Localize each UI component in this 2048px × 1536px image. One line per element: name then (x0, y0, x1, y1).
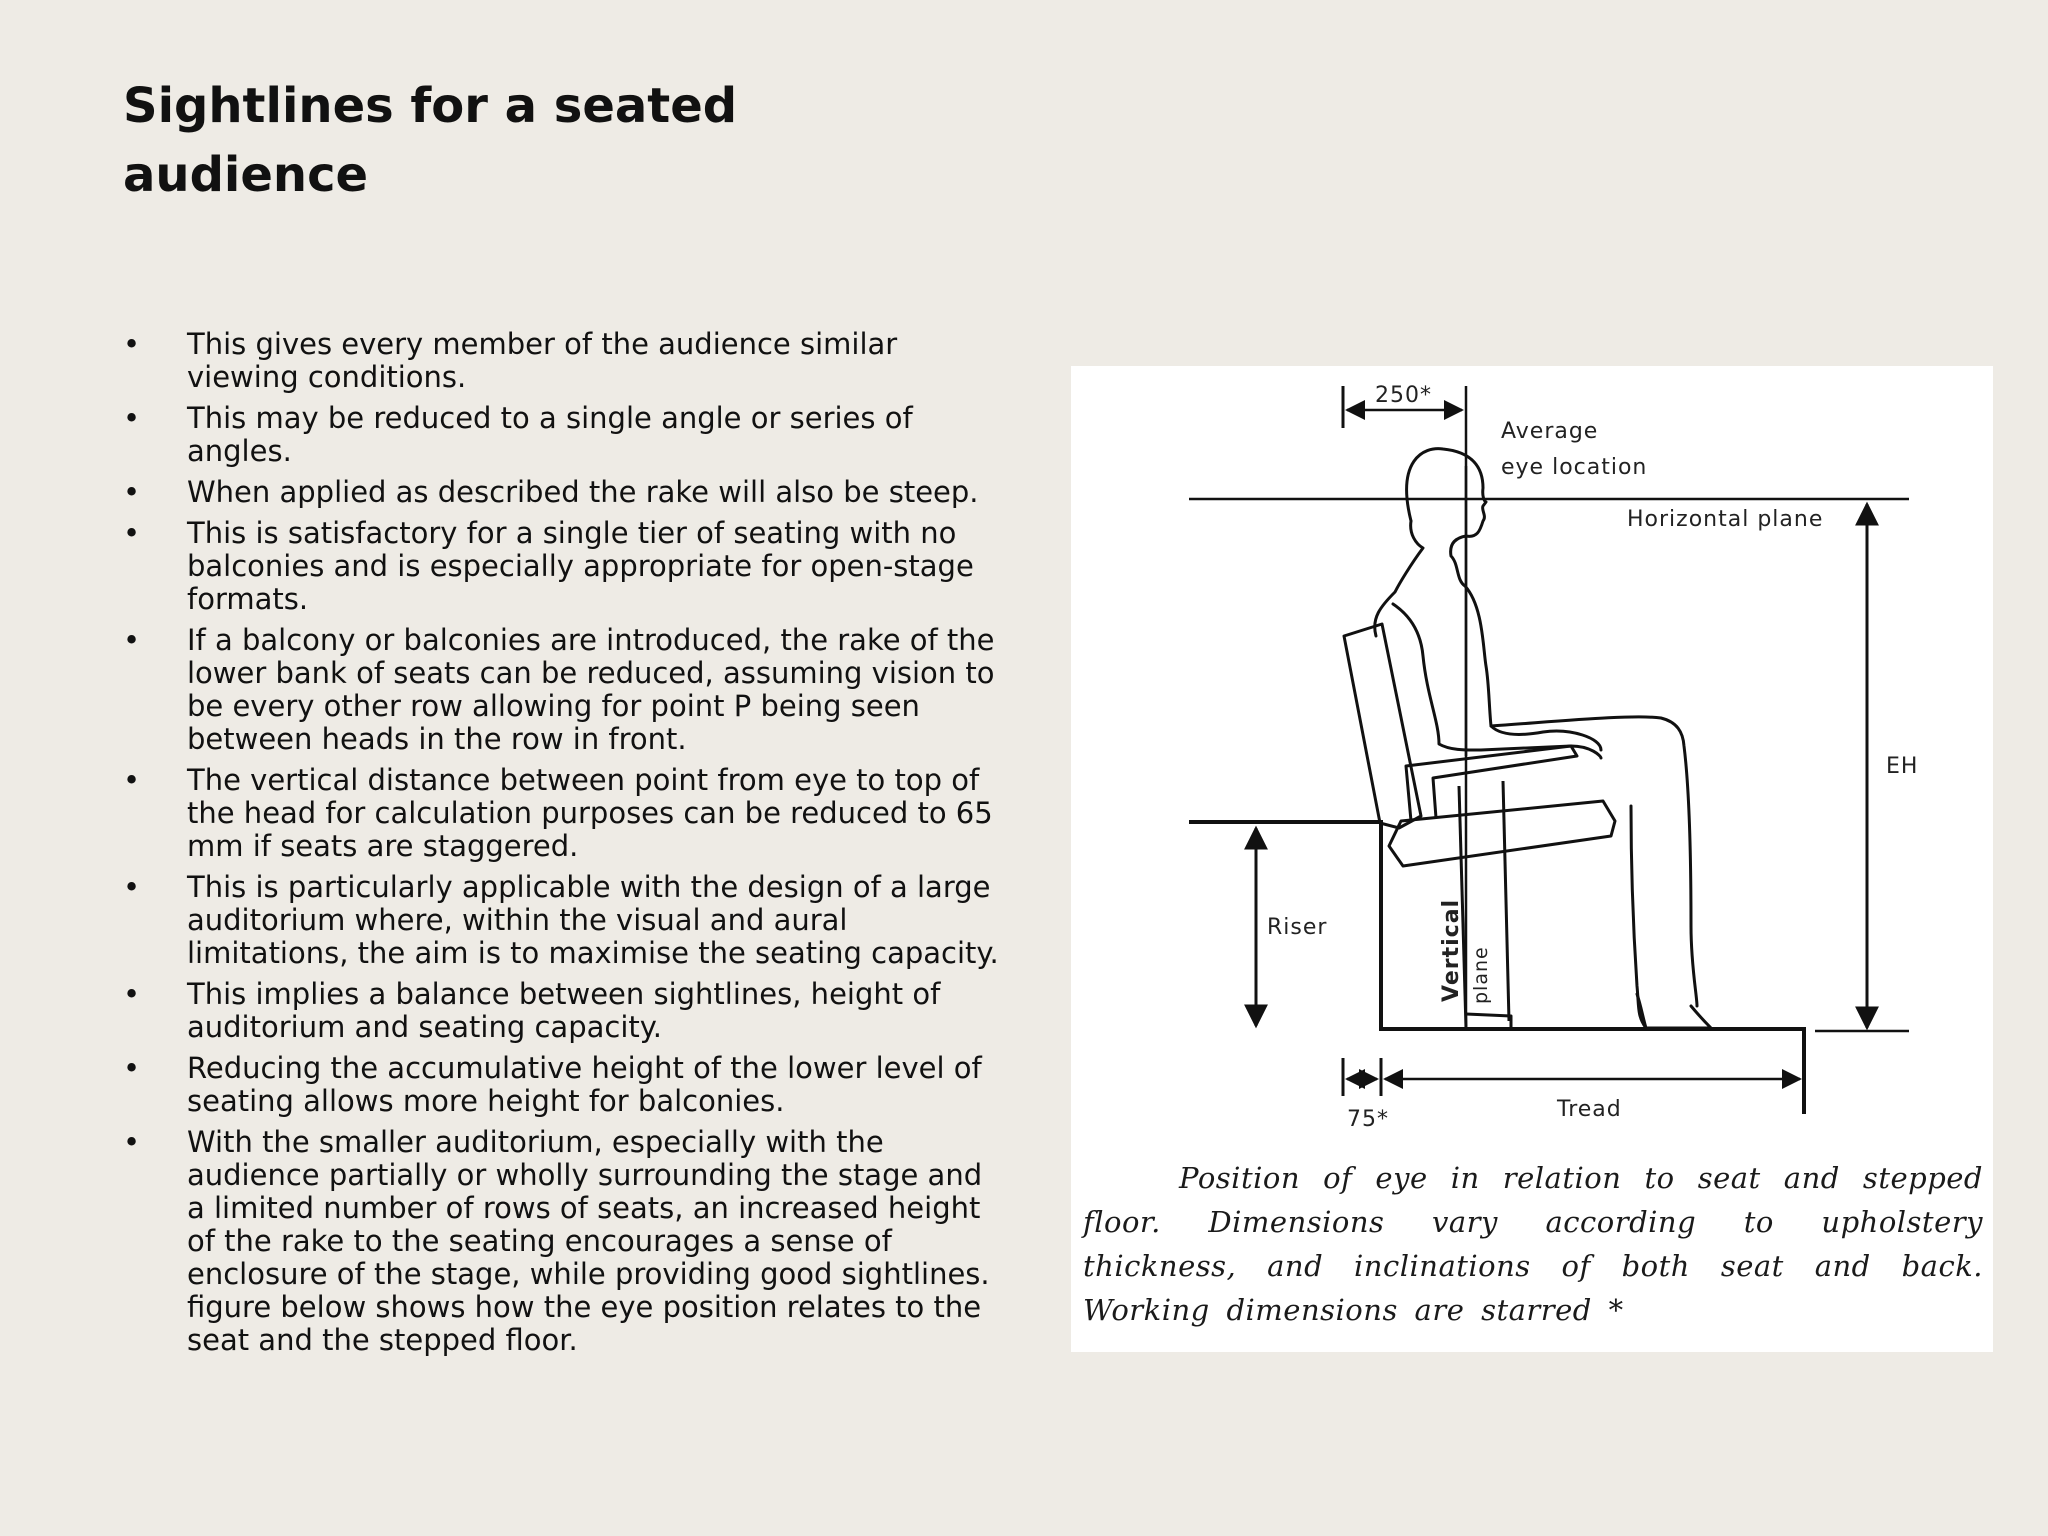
bullet-item (123, 1052, 1003, 1118)
figure-panel (1071, 366, 1993, 1352)
bullet-text: Reducing the accumulative height of the lower level of seating allows more height for balconies. (187, 1051, 982, 1118)
tread-label: Tread (1557, 1097, 1622, 1122)
person-arm (1393, 604, 1601, 758)
bullet-text: This is particularly applicable with the design of a large auditorium where, within the visual and aural limitations, the aim is to maximise the seating capacity. (187, 870, 999, 970)
person-thigh-and-shin (1491, 717, 1697, 1006)
person-foot (1637, 994, 1711, 1028)
dimension-75-label: 75* (1347, 1107, 1389, 1132)
bullet-marker: • (123, 1125, 141, 1159)
vertical-plane-label-plane: plane (1470, 946, 1492, 1004)
bullet-marker: • (123, 623, 141, 657)
slide-title (123, 72, 843, 210)
bullet-item (123, 328, 1003, 394)
seated-person (1375, 449, 1711, 1028)
bullet-text: This is satisfactory for a single tier of seating with no balconies and is especially appropriate for open-stage formats. (187, 516, 974, 616)
person-neck-and-shoulder (1375, 521, 1423, 636)
bullet-item (123, 764, 1003, 863)
bullet-text: This implies a balance between sightlines, height of auditorium and seating capacity. (187, 977, 941, 1044)
bullet-marker: • (123, 870, 141, 904)
eh-dimension (1815, 504, 1918, 1031)
bullet-marker: • (123, 516, 141, 550)
bullet-marker: • (123, 401, 141, 435)
bullet-text: With the smaller auditorium, especially with the audience partially or wholly surrounding the stage and a limited number of rows of seats, an increased height of the rake to the seating encourages a sense of enclosure of the stage, while providing good sightlines. figure below shows how the eye position relates to the seat and the stepped floor. (187, 1125, 990, 1357)
stepped-floor (1189, 822, 1804, 1114)
tread-dimension (1343, 1058, 1804, 1132)
riser-label: Riser (1267, 915, 1328, 940)
figure-caption: Position of eye in relation to seat and stepped floor. Dimensions vary according to upholstery thickness, and inclinations of both seat and back. Working dimensions are starred * (1083, 1161, 1983, 1327)
bullet-marker: • (123, 327, 141, 361)
seat-armrest (1406, 746, 1577, 821)
bullet-item (123, 624, 1003, 756)
vertical-plane-label: Vertical (1439, 898, 1464, 1002)
riser-dimension (1256, 828, 1327, 1026)
bullet-item (123, 517, 1003, 616)
bullet-item (123, 1126, 1003, 1357)
slide-title-line-1: Sightlines for a seated (123, 78, 738, 134)
person-head-and-back (1407, 449, 1601, 750)
bullet-text: If a balcony or balconies are introduced, the rake of the lower bank of seats can be reduced, assuming vision to be every other row allowing for point P being seen between heads in the row in front. (187, 623, 995, 756)
bullet-text: When applied as described the rake will also be steep. (187, 475, 979, 509)
bullet-text: This may be reduced to a single angle or series of angles. (187, 401, 913, 468)
bullet-marker: • (123, 475, 141, 509)
bullet-marker: • (123, 1051, 141, 1085)
bullet-list (123, 328, 1003, 1365)
horizontal-plane-label: Horizontal plane (1627, 507, 1824, 532)
bullet-item (123, 871, 1003, 970)
dimension-250 (1343, 383, 1466, 756)
bullet-text: The vertical distance between point from eye to top of the head for calculation purposes can be reduced to 65 mm if seats are staggered. (187, 763, 993, 863)
slide-title-line-2: audience (123, 147, 369, 203)
average-eye-label-line-2: eye location (1501, 455, 1648, 480)
bullet-text: This gives every member of the audience similar viewing conditions. (187, 327, 898, 394)
seat-foot (1466, 1014, 1511, 1028)
dimension-250-label: 250* (1375, 383, 1432, 408)
bullet-item (123, 402, 1003, 468)
seat-cushion (1389, 801, 1615, 866)
bullet-item (123, 978, 1003, 1044)
seat-leg (1503, 781, 1509, 1021)
bullet-item (123, 476, 1003, 509)
bullet-marker: • (123, 977, 141, 1011)
bullet-marker: • (123, 763, 141, 797)
seated-sightline-diagram (1071, 366, 1993, 1156)
average-eye-label-line-1: Average (1501, 419, 1599, 444)
eh-label: EH (1886, 754, 1919, 779)
